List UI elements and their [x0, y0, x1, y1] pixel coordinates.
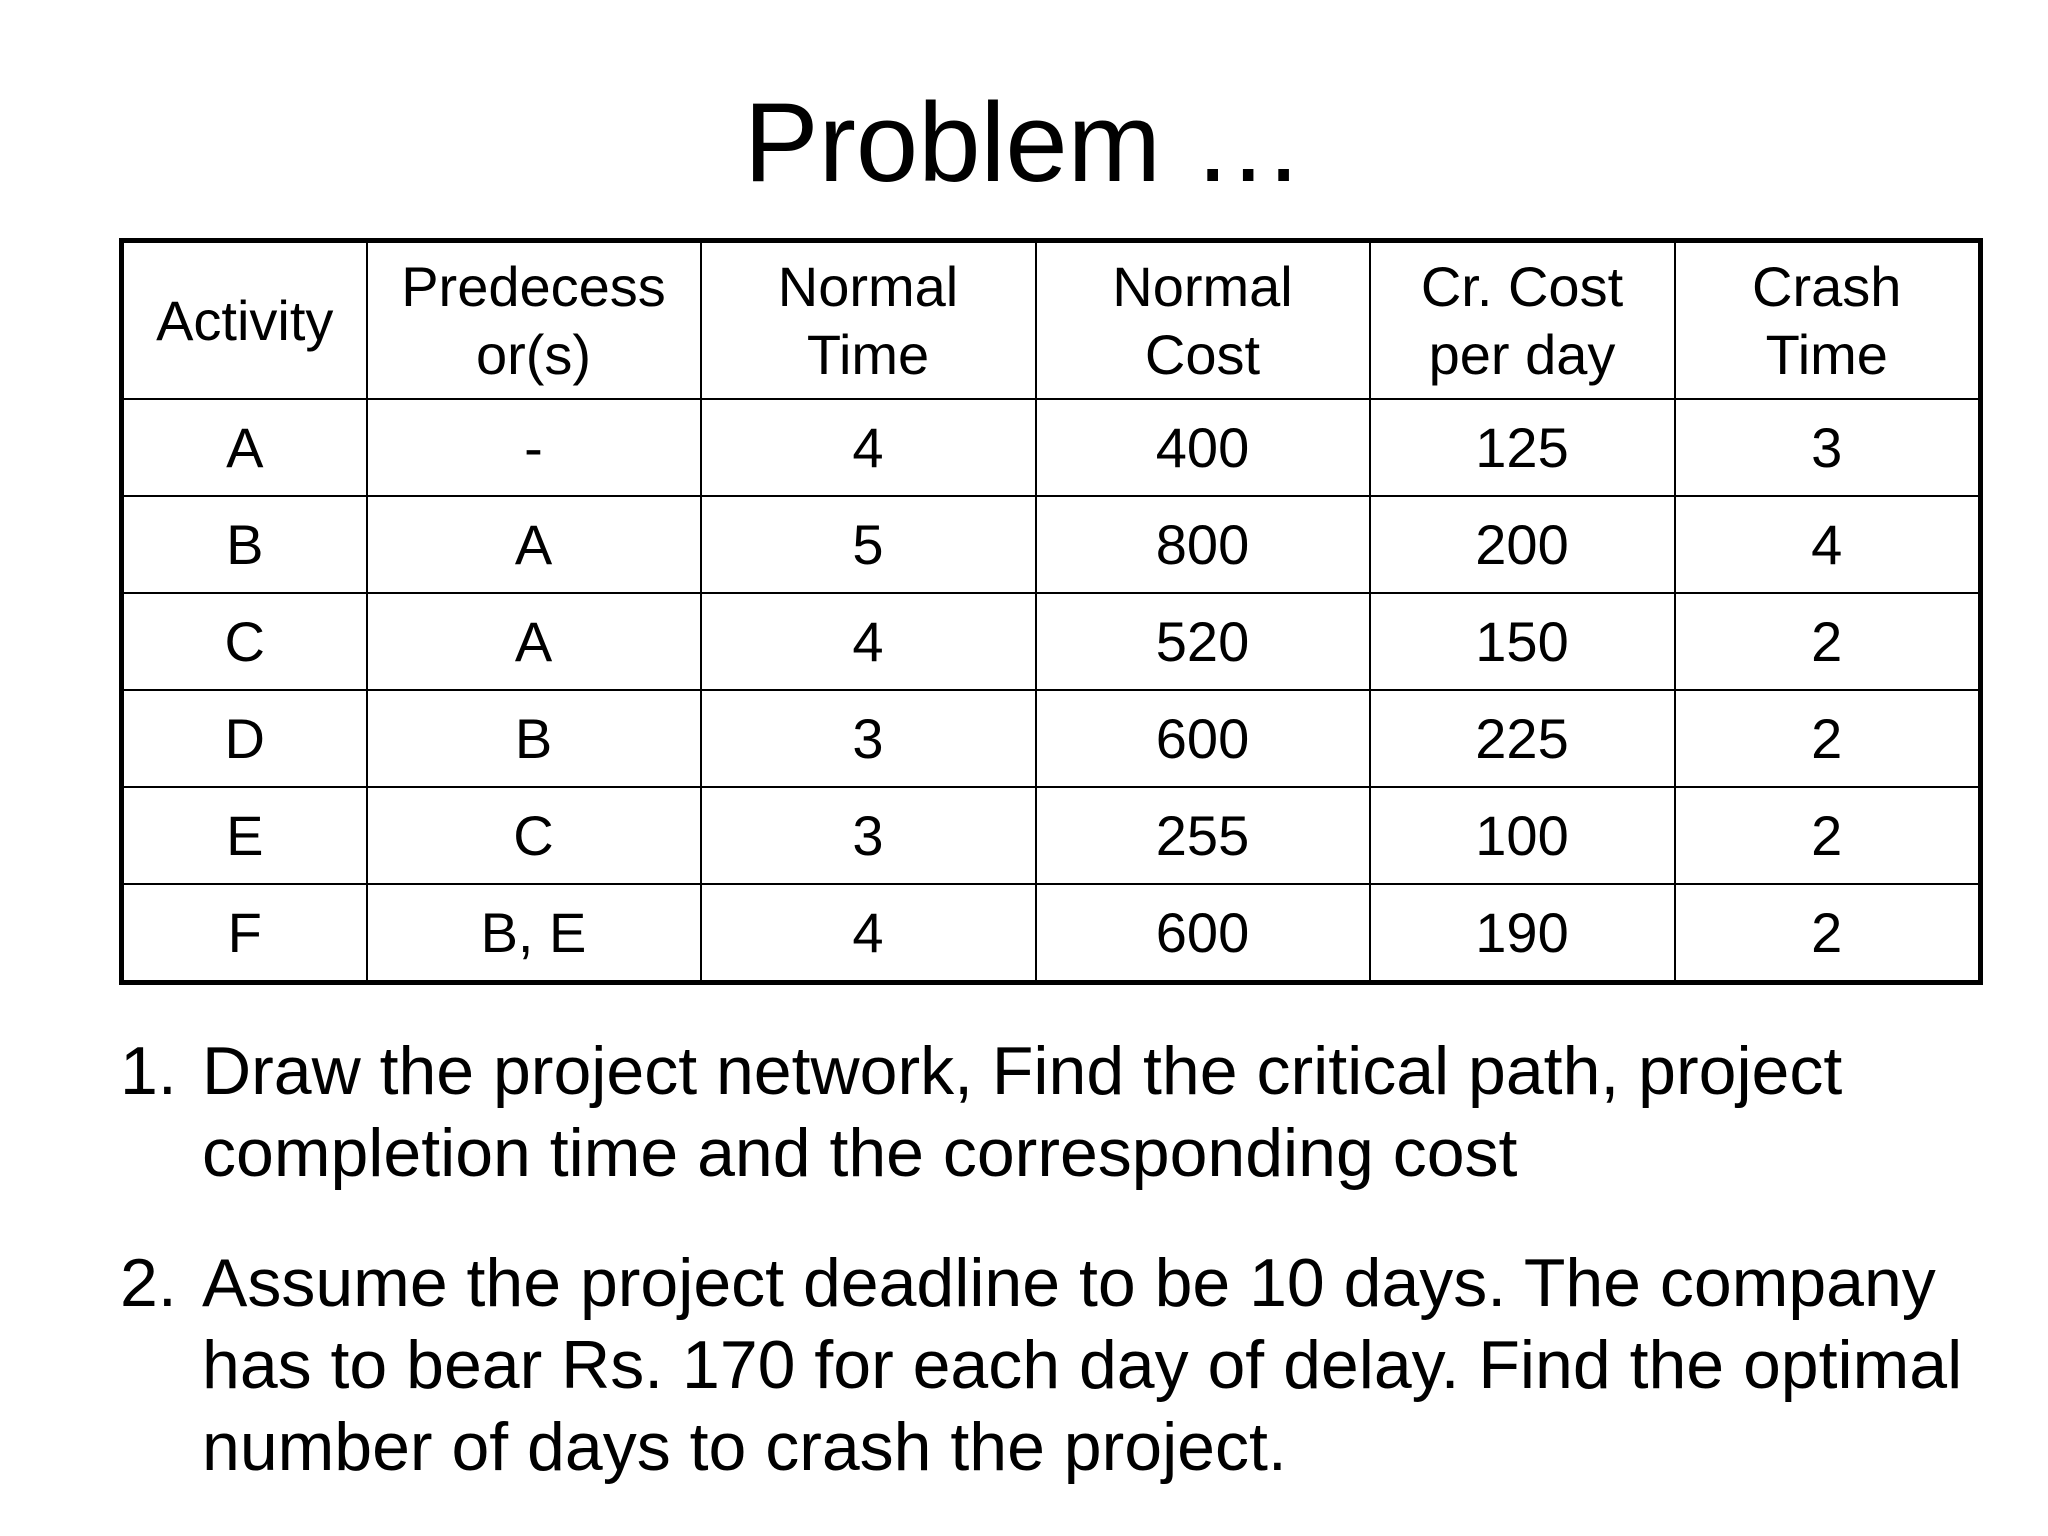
- cell-crash-time: 4: [1675, 496, 1981, 593]
- problem-table: [119, 238, 1983, 985]
- cell-normal-cost: 800: [1036, 496, 1370, 593]
- table-row: [122, 787, 1981, 884]
- cell-normal-cost: 600: [1036, 690, 1370, 787]
- cell-normal-cost: 520: [1036, 593, 1370, 690]
- table-row: [122, 399, 1981, 496]
- problem-table-container: [119, 238, 1978, 985]
- slide-title: Problem …: [743, 80, 1305, 205]
- cell-crash-cost-per-day: 225: [1370, 690, 1675, 787]
- cell-crash-time: 2: [1675, 884, 1981, 983]
- cell-crash-cost-per-day: 200: [1370, 496, 1675, 593]
- table-header-row: [122, 241, 1981, 400]
- cell-crash-time: 2: [1675, 593, 1981, 690]
- header-crash-time: Crash Time: [1675, 241, 1981, 400]
- cell-predecessors: B: [367, 690, 701, 787]
- table-row: [122, 690, 1981, 787]
- question-number: 1.: [120, 1033, 177, 1109]
- header-normal-time: Normal Time: [701, 241, 1036, 400]
- question-list: [120, 1030, 2020, 1488]
- table-row: [122, 593, 1981, 690]
- header-activity: Activity: [122, 241, 367, 400]
- question-text: Draw the project network, Find the critical path, project completion time and the corresponding cost: [202, 1033, 1843, 1191]
- cell-crash-time: 2: [1675, 690, 1981, 787]
- cell-predecessors: -: [367, 399, 701, 496]
- header-predecessors: Predecess or(s): [367, 241, 701, 400]
- cell-predecessors: C: [367, 787, 701, 884]
- cell-crash-time: 3: [1675, 399, 1981, 496]
- cell-predecessors: A: [367, 593, 701, 690]
- question-item: [120, 1030, 2020, 1194]
- cell-predecessors: A: [367, 496, 701, 593]
- cell-normal-time: 4: [701, 593, 1036, 690]
- question-text: Assume the project deadline to be 10 days. The company has to bear Rs. 170 for each day of delay. Find the optimal number of days to crash the project.: [202, 1245, 1963, 1485]
- cell-normal-time: 3: [701, 690, 1036, 787]
- header-crash-cost-per-day: Cr. Cost per day: [1370, 241, 1675, 400]
- cell-crash-cost-per-day: 150: [1370, 593, 1675, 690]
- cell-normal-cost: 255: [1036, 787, 1370, 884]
- cell-normal-time: 4: [701, 884, 1036, 983]
- question-number: 2.: [120, 1245, 177, 1321]
- cell-normal-cost: 600: [1036, 884, 1370, 983]
- cell-normal-time: 4: [701, 399, 1036, 496]
- cell-activity: C: [122, 593, 367, 690]
- cell-activity: A: [122, 399, 367, 496]
- cell-activity: F: [122, 884, 367, 983]
- table-row: [122, 884, 1981, 983]
- cell-activity: B: [122, 496, 367, 593]
- header-normal-cost: Normal Cost: [1036, 241, 1370, 400]
- cell-crash-cost-per-day: 100: [1370, 787, 1675, 884]
- cell-normal-cost: 400: [1036, 399, 1370, 496]
- cell-crash-time: 2: [1675, 787, 1981, 884]
- cell-normal-time: 3: [701, 787, 1036, 884]
- cell-activity: D: [122, 690, 367, 787]
- cell-normal-time: 5: [701, 496, 1036, 593]
- cell-crash-cost-per-day: 125: [1370, 399, 1675, 496]
- table-row: [122, 496, 1981, 593]
- cell-predecessors: B, E: [367, 884, 701, 983]
- cell-crash-cost-per-day: 190: [1370, 884, 1675, 983]
- cell-activity: E: [122, 787, 367, 884]
- question-item: [120, 1242, 2020, 1488]
